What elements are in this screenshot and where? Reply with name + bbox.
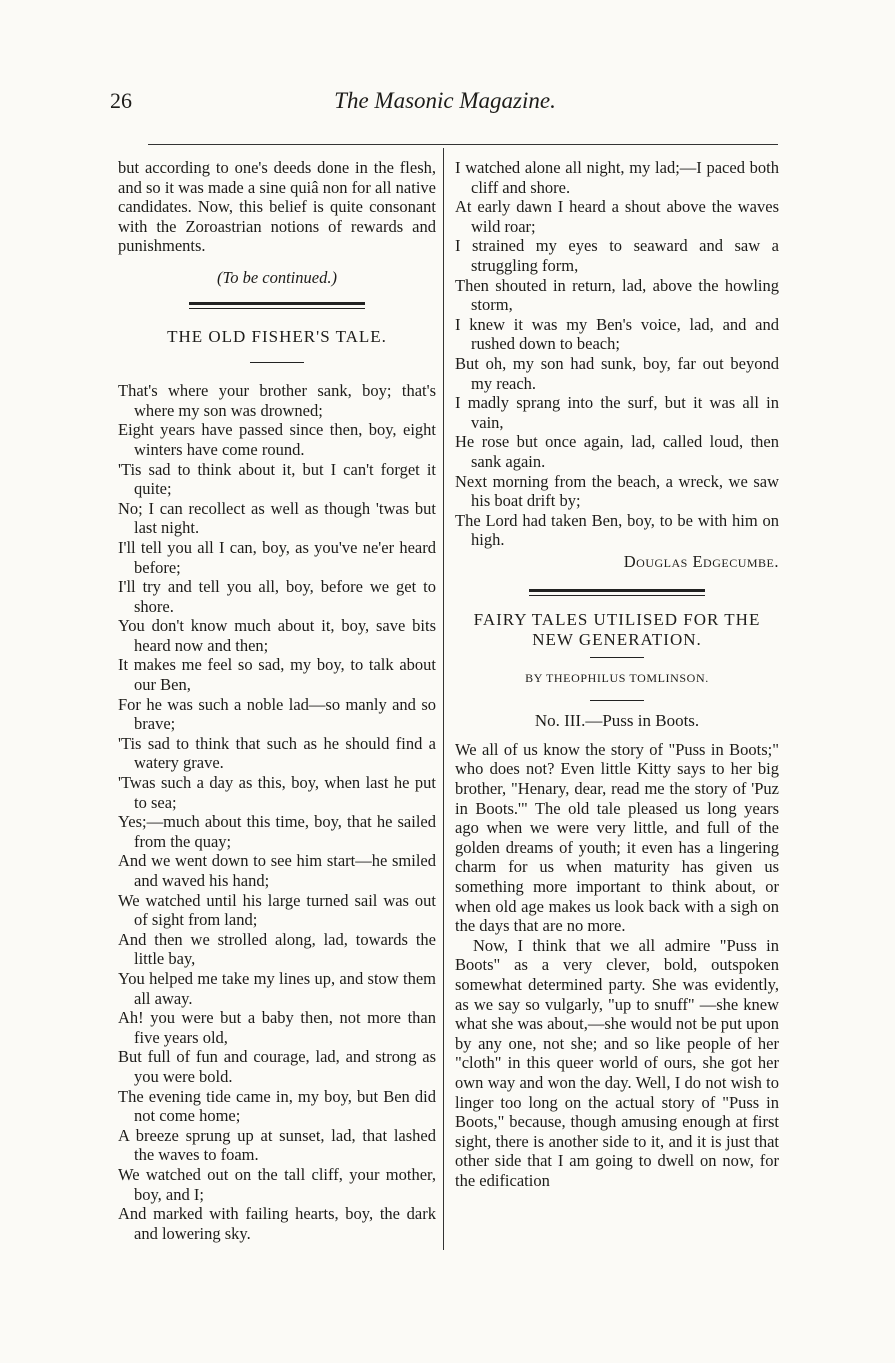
poem-line: The Lord had taken Ben, boy, to be with him on high. [455,510,779,550]
title-rule [250,362,304,363]
poem-line: We watched out on the tall cliff, your mother, boy, and I; [118,1164,436,1204]
column-divider [443,148,444,1250]
poem-line: 'Tis sad to think that such as he should find a watery grave. [118,733,436,773]
right-column [455,158,779,1191]
poem-line: I'll try and tell you all, boy, before we get to shore. [118,577,436,616]
poem-line: And marked with failing hearts, boy, the dark and lowering sky. [118,1204,436,1243]
poem-title: THE OLD FISHER'S TALE. [167,326,387,346]
title-rule [590,657,644,658]
continued-note: (To be continued.) [217,267,337,287]
poem-line: I knew it was my Ben's voice, lad, and and rushed down to beach; [455,314,779,354]
poem-line: 'Tis sad to think about it, but I can't forget it quite; [118,459,436,499]
poem-signature: Douglas Edgecumbe. [623,551,779,571]
poem-line: For he was such a noble lad—so manly and so brave; [118,694,436,734]
article-paragraph-1: We all of us know the story of "Puss in Boots;" who does not? Even little Kitty says to her big brother, "Henary, dear, read me the story of 'Puz in Boots.'" The old tale pleased us long years ago when we were very little, and full of the golden dreams of youth; it even has a lingering charm for us when maturity has given us something more important to think about, or when old age makes us look back with a sigh on the days that are no more. [455,739,779,936]
poem-line: No; I can recollect as well as though 'twas but last night. [118,498,436,538]
poem-line: Eight years have passed since then, boy, eight winters have come round. [118,420,436,459]
poem-line: At early dawn I heard a shout above the waves wild roar; [455,197,779,236]
left-column [118,158,436,1243]
running-title: The Masonic Magazine. [334,88,556,113]
section-double-rule [189,302,365,309]
article-subtitle: No. III.—Puss in Boots. [534,711,700,731]
article-paragraph-2: Now, I think that we all admire "Puss in Boots" as a very clever, bold, outspoken somewhat determined party. She was evidently, as we say so vulgarly, "up to snuff" —she knew what she was about,—she would not be put upon by any one, not she; and so like people of her "cloth" in this queer world of ours, she got her own way and won the day. Well, I do not wish to linger too long on the actual story of "Puss in Boots," because, though amusing enough at first sight, there is another side to it, and it is just that other side that I am going to dwell on now, for the edification [455,935,779,1190]
poem-line: Next morning from the beach, a wreck, we saw his boat drift by; [455,471,779,511]
article-byline: BY THEOPHILUS TOMLINSON. [525,670,709,685]
poem-line: But oh, my son had sunk, boy, far out beyond my reach. [455,353,779,393]
poem-line: Then shouted in return, lad, above the howling storm, [455,275,779,315]
page-number: 26 [110,88,132,113]
poem-line: I madly sprang into the surf, but it was all in vain, [455,393,779,432]
poem-line: You don't know much about it, boy, save bits heard now and then; [118,616,436,655]
page-header [110,88,780,120]
poem-line: We watched until his large turned sail was out of sight from land; [118,890,436,930]
poem-line: But full of fun and courage, lad, and strong as you were bold. [118,1047,436,1086]
poem-line: Yes;—much about this time, boy, that he sailed from the quay; [118,812,436,851]
poem-line: And we went down to see him start—he smiled and waved his hand; [118,851,436,890]
poem-line: I'll tell you all I can, boy, as you've ne'er heard before; [118,537,436,577]
poem-line: You helped me take my lines up, and stow them all away. [118,968,436,1008]
article-title-line-1: FAIRY TALES UTILISED FOR THE [473,610,761,630]
opening-paragraph: but according to one's deeds done in the flesh, and so it was made a sine quiâ non for all native candidates. Now, this belief is quite consonant with the Zoroastrian notions of rewards and punishments. [118,158,436,256]
header-rule [148,144,778,145]
poem-line: A breeze sprung up at sunset, lad, that lashed the waves to foam. [118,1125,436,1165]
poem-right [455,158,779,550]
article-title-line-2: NEW GENERATION. [532,630,702,650]
poem-line: 'Twas such a day as this, boy, when last he put to sea; [118,773,436,812]
poem-line: I watched alone all night, my lad;—I paced both cliff and shore. [455,158,779,197]
poem-line: I strained my eyes to seaward and saw a struggling form, [455,236,779,275]
poem-line: It makes me feel so sad, my boy, to talk about our Ben, [118,655,436,695]
poem-line: Ah! you were but a baby then, not more than five years old, [118,1008,436,1047]
poem-line: The evening tide came in, my boy, but Ben did not come home; [118,1086,436,1126]
section-double-rule [529,589,705,596]
poem-line: That's where your brother sank, boy; that's where my son was drowned; [118,381,436,420]
poem-line: He rose but once again, lad, called loud, then sank again. [455,432,779,471]
poem-left [118,381,436,1243]
poem-line: And then we strolled along, lad, towards the little bay, [118,929,436,969]
byline-rule [590,700,644,701]
